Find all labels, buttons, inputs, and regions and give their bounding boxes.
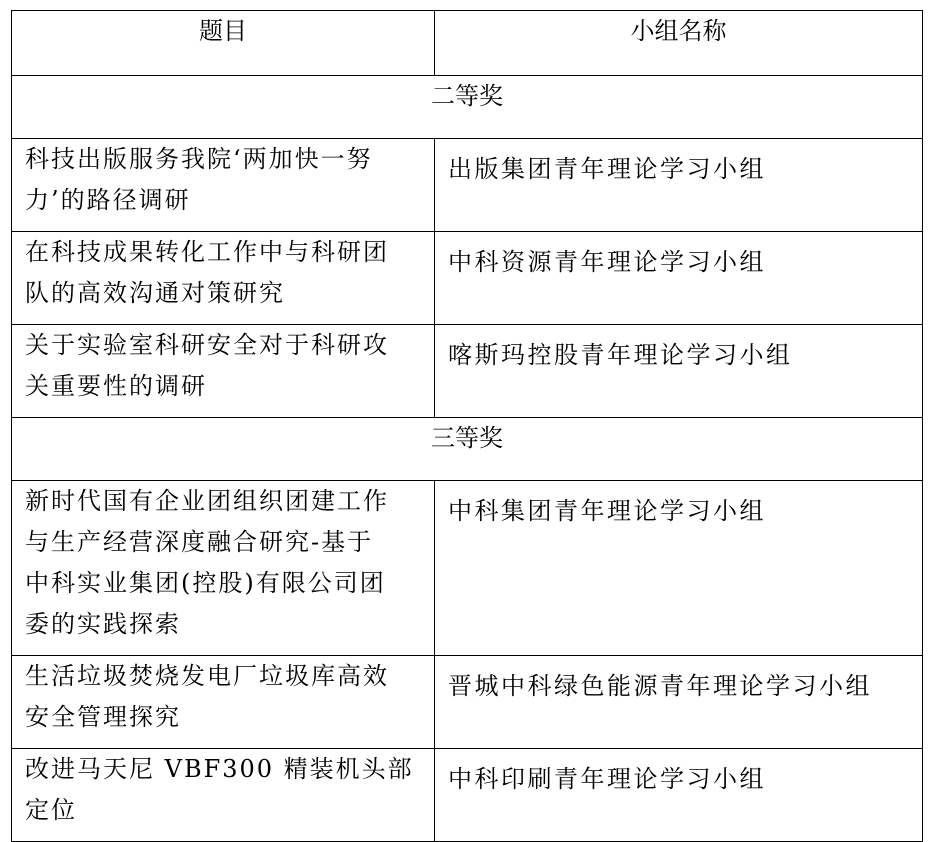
- table-row: [12, 481, 923, 656]
- table-row: [12, 749, 923, 842]
- table-row: [12, 232, 923, 325]
- group-cell: 中科集团青年理论学习小组: [435, 481, 923, 656]
- group-cell: 喀斯玛控股青年理论学习小组: [435, 325, 923, 418]
- group-cell: 中科资源青年理论学习小组: [435, 232, 923, 325]
- topic-line: 队的高效沟通对策研究: [25, 279, 285, 307]
- topic-line: 关于实验室科研安全对于科研攻: [25, 331, 389, 359]
- topic-line: 生活垃圾焚烧发电厂垃圾库高效: [25, 662, 389, 690]
- group-cell: 晋城中科绿色能源青年理论学习小组: [435, 656, 923, 749]
- topic-line: 委的实践探索: [25, 610, 181, 638]
- topic-cell: [12, 325, 435, 418]
- header-group: 小组名称: [435, 11, 923, 76]
- topic-cell: [12, 139, 435, 232]
- table-row: [12, 325, 923, 418]
- topic-line: 安全管理探究: [25, 703, 181, 731]
- topic-line: 新时代国有企业团组织团建工作: [25, 487, 389, 515]
- topic-line: 关重要性的调研: [25, 372, 207, 400]
- topic-line: 定位: [25, 796, 77, 824]
- topic-cell: [12, 481, 435, 656]
- section-row-third-prize: [12, 418, 923, 481]
- group-cell: 中科印刷青年理论学习小组: [435, 749, 923, 842]
- table-row: [12, 139, 923, 232]
- section-label: 三等奖: [12, 418, 923, 481]
- section-label: 二等奖: [12, 76, 923, 139]
- topic-cell: [12, 656, 435, 749]
- section-row-second-prize: [12, 76, 923, 139]
- header-topic: 题目: [12, 11, 435, 76]
- topic-line: 力’的路径调研: [25, 186, 191, 214]
- topic-cell: [12, 232, 435, 325]
- topic-line: 改进马天尼 VBF300 精装机头部: [25, 755, 414, 783]
- topic-line: 科技出版服务我院‘两加快一努: [25, 145, 373, 173]
- group-cell: 出版集团青年理论学习小组: [435, 139, 923, 232]
- topic-line: 在科技成果转化工作中与科研团: [25, 238, 389, 266]
- topic-line: 与生产经营深度融合研究-基于: [25, 528, 374, 556]
- topic-line: 中科实业集团(控股)有限公司团: [25, 569, 386, 597]
- header-row: [12, 11, 923, 76]
- table-row: [12, 656, 923, 749]
- topic-cell: [12, 749, 435, 842]
- awards-table: [11, 10, 923, 842]
